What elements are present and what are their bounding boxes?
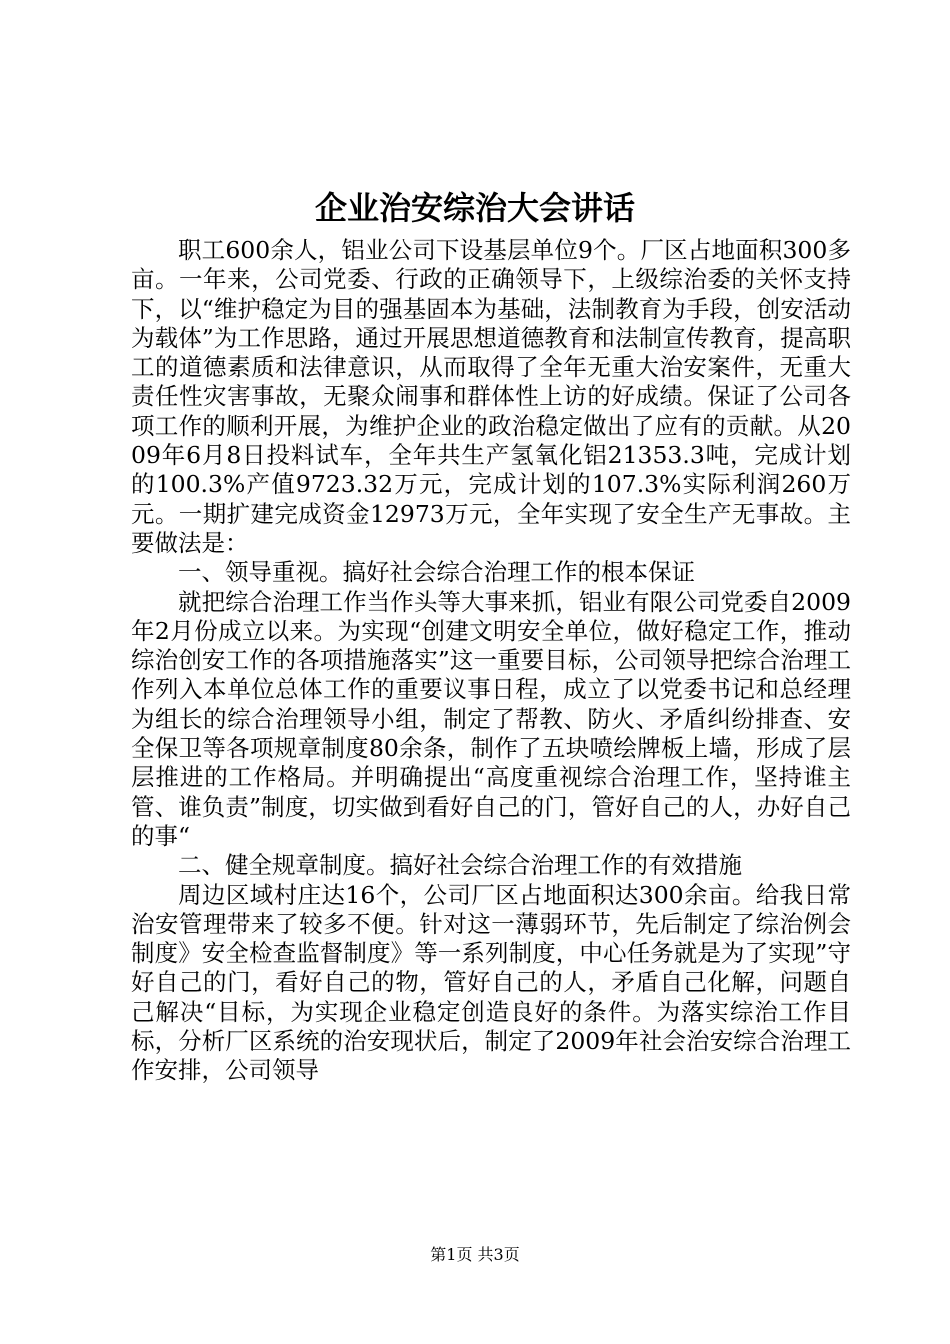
document-body (131, 236, 851, 1086)
section-heading-leadership: 一、领导重视。搞好社会综合治理工作的根本保证 (178, 558, 695, 587)
paragraph-leadership: 就把综合治理工作当作头等大事来抓，铝业有限公司党委自2009年2月份成立以来。为实现“创建文明安全单位，做好稳定工作，推动综治创安工作的各项措施落实”这一重要目标，公司领导把综合治理工作列入本单位总体工作的重要议事日程，成立了以党委书记和总经理为组长的综合治理领导小组，制定了帮教、防火、矛盾纠纷排查、安全保卫等各项规章制度80余条，制作了五块喷绘牌板上墙，形成了层层推进的工作格局。并明确提出“高度重视综合治理工作，坚持谁主管、谁负责”制度，切实做到看好自己的门，管好自己的人，办好自己的事“ (131, 587, 851, 850)
document-title: 企业治安综治大会讲话 (314, 189, 635, 227)
page-number-footer: 第1页 共3页 (430, 1245, 520, 1264)
paragraph-regulations: 周边区域村庄达16个，公司厂区占地面积达300余亩。给我日常治安管理带来了较多不便。针对这一薄弱环节，先后制定了综治例会制度》安全检查监督制度》等一系列制度，中心任务就是为了实现”守好自己的门，看好自己的物，管好自己的人，矛盾自己化解，问题自己解决“目标，为实现企业稳定创造良好的条件。为落实综治工作目标，分析厂区系统的治安现状后，制定了2009年社会治安综合治理工作安排，公司领导 (131, 880, 851, 1085)
section-heading-regulations: 二、健全规章制度。搞好社会综合治理工作的有效措施 (178, 851, 742, 880)
paragraph-intro: 职工600余人，铝业公司下设基层单位9个。厂区占地面积300多亩。一年来，公司党委、行政的正确领导下，上级综治委的关怀支持下，以“维护稳定为目的强基固本为基础，法制教育为手段，创安活动为载体”为工作思路，通过开展思想道德教育和法制宣传教育，提高职工的道德素质和法律意识，从而取得了全年无重大治安案件，无重大责任性灾害事故，无聚众闹事和群体性上访的好成绩。保证了公司各项工作的顺利开展，为维护企业的政治稳定做出了应有的贡献。从2009年6月8日投料试车，全年共生产氢氧化铝21353.3吨，完成计划的100.3%产值9723.32万元，完成计划的107.3%实际利润260万元。一期扩建完成资金12973万元，全年实现了安全生产无事故。主要做法是： (131, 236, 851, 557)
